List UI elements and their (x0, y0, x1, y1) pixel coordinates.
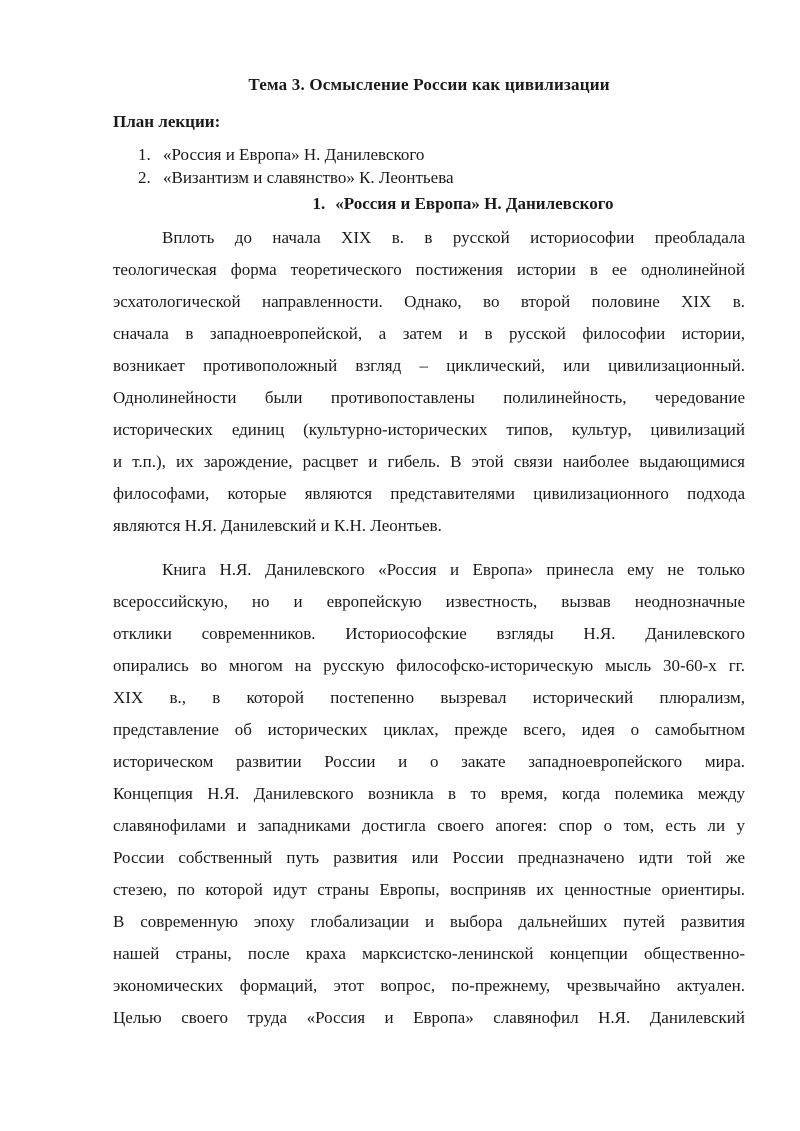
text-line: философами, которые являются представителями цивилизационного подхода (113, 484, 745, 503)
plan-item-number: 1. (138, 145, 151, 164)
text-line: XIX в., в которой постепенно вызревал исторический плюрализм, (113, 688, 745, 707)
plan-list (113, 143, 745, 189)
lecture-plan-label: План лекции: (113, 112, 221, 131)
text-line: стезею, по которой идут страны Европы, восприняв их ценностные ориентиры. (113, 880, 745, 899)
text-line: Однолинейности были противопоставлены полилинейность, чередование (113, 388, 745, 407)
text-line: всероссийскую, но и европейскую известность, вызвав неоднозначные (113, 592, 745, 611)
text-line: исторических единиц (культурно-исторических типов, культур, цивилизаций (113, 420, 745, 439)
document-body (113, 222, 745, 1034)
text-line: экономических формаций, этот вопрос, по-прежнему, чрезвычайно актуален. (113, 976, 745, 995)
text-line: отклики современников. Историософские взгляды Н.Я. Данилевского (113, 624, 745, 643)
text-line: сначала в западноевропейской, а затем и в русской философии истории, (113, 324, 745, 343)
text-line: возникает противоположный взгляд – циклический, или цивилизационный. (113, 356, 745, 375)
text-line: Концепция Н.Я. Данилевского возникла в то время, когда полемика между (113, 784, 745, 803)
text-line: историческом развитии России и о закате западноевропейского мира. (113, 752, 745, 771)
text-line: России собственный путь развития или России предназначено идти той же (113, 848, 745, 867)
plan-item-number: 2. (138, 168, 151, 187)
plan-list-item (113, 166, 745, 189)
section-heading (113, 189, 745, 219)
document-title: Тема 3. Осмысление России как цивилизации (248, 75, 610, 94)
text-line: теологическая форма теоретического постижения истории в ее однолинейной (113, 260, 745, 279)
paragraph (113, 554, 745, 1034)
text-line: нашей страны, после краха марксистско-ленинской концепции общественно- (113, 944, 745, 963)
text-line: В современную эпоху глобализации и выбора дальнейших путей развития (113, 912, 745, 931)
text-line: эсхатологической направленности. Однако, во второй половине XIX в. (113, 292, 745, 311)
text-line: представление об исторических циклах, прежде всего, идея о самобытном (113, 720, 745, 739)
section-heading-text: «Россия и Европа» Н. Данилевского (335, 194, 614, 213)
plan-list-item (113, 143, 745, 166)
text-line: Вплоть до начала XIX в. в русской историософии преобладала (162, 228, 745, 247)
text-line: опирались во многом на русскую философско-историческую мысль 30-60-х гг. (113, 656, 745, 675)
text-line: и т.п.), их зарождение, расцвет и гибель. В этой связи наиболее выдающимися (113, 452, 745, 471)
section-heading-number: 1. (312, 194, 326, 213)
text-line: Целью своего труда «Россия и Европа» славянофил Н.Я. Данилевский (113, 1008, 745, 1027)
plan-item-text: «Византизм и славянство» К. Леонтьева (163, 168, 454, 187)
plan-item-text: «Россия и Европа» Н. Данилевского (163, 145, 425, 164)
text-line: являются Н.Я. Данилевский и К.Н. Леонтьев. (113, 516, 442, 535)
text-line: славянофилами и западниками достигла своего апогея: спор о том, есть ли у (113, 816, 745, 835)
text-line: Книга Н.Я. Данилевского «Россия и Европа» принесла ему не только (162, 560, 745, 579)
paragraph (113, 222, 745, 542)
